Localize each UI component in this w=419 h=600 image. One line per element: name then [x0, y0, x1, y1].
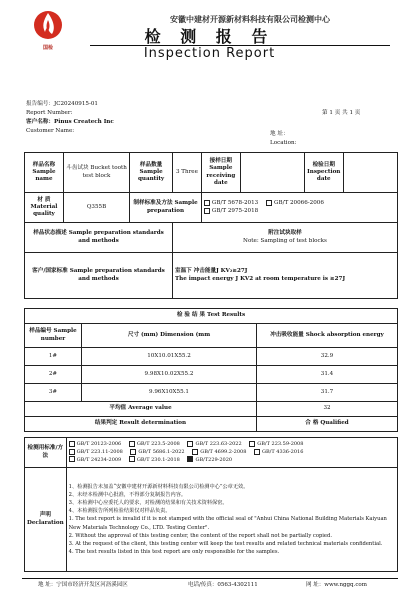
sample-state-label: 样品状态描述 Sample preparation standards and methods: [25, 223, 173, 253]
standard-option: GB/T 5686.1-2022: [130, 449, 184, 455]
footer-website: 网 址：www.nggq.com: [306, 582, 367, 588]
requirement-cell: [172, 253, 397, 299]
checkbox-icon: [249, 441, 255, 447]
footer-phone: 电话/传真：0563-4302111: [188, 582, 258, 588]
note-cell: [172, 223, 397, 253]
sample-info-table: [24, 152, 398, 299]
checkbox-icon: [192, 449, 198, 455]
average-label: 平均值 Average value: [25, 402, 257, 417]
checkbox-icon: [204, 200, 210, 206]
checkbox-icon: [266, 200, 272, 206]
page-count: 第 1 页 共 1 页: [322, 110, 361, 116]
declaration-line: 4、本检测报告所列检验结果仅对样品负责。: [68, 508, 171, 515]
prep-standard-3: GB/T 2975-2018: [204, 208, 258, 214]
report-title-cn: 检 测 报 告: [144, 27, 275, 46]
declaration-line: 1、检测报告未加盖“安徽中建材开源新材料科技有限公司检测中心”公章无效。: [68, 484, 249, 491]
declaration-text: [66, 468, 397, 572]
sample-number-cell: 1#: [25, 348, 82, 366]
col-sample-number: 样品编号 Sample number: [25, 324, 82, 348]
col-dimension: 尺寸 (mm) Dimension (mm: [82, 324, 257, 348]
declaration-line: 3. At the request of the client, this testing center will keep the test results and related technical materials confidential.: [68, 540, 383, 547]
dimension-cell: 10X10.01X55.2: [82, 348, 257, 366]
standard-option: GB/T 24234-2009: [69, 457, 122, 463]
report-number-label-en: Report Number:: [26, 110, 73, 116]
col-shock-absorption: 冲击吸收能量 Shock absorption energy: [257, 324, 398, 348]
dimension-cell: 9.98X10.02X55.2: [82, 366, 257, 384]
declaration-line: 1. The test report is invalid if it is not stamped with the official seal of "Anhui China National Building Materials Kaiyuan New Materials Technology Co., LTD. Testing Center".: [68, 516, 387, 531]
energy-cell: 32.9: [257, 348, 398, 366]
checkbox-icon: [69, 456, 75, 462]
standards-declaration-table: [24, 437, 398, 572]
energy-cell: 31.4: [257, 366, 398, 384]
customer-requirement-label: 客户/国家标准 Sample preparation standards and methods: [25, 253, 173, 299]
result-determination-label: 结果判定 Result determination: [25, 417, 257, 432]
checkbox-icon: [130, 449, 136, 455]
declaration-line: 3、本检测中心应委托人的要求，对检测的结果和有关技术资料保密。: [68, 500, 228, 507]
checkbox-icon: [204, 208, 210, 214]
requirement-cn: 室温下 冲击能量J KV₂≥27J: [174, 268, 248, 275]
sample-quantity-label: 样品数量 Sample quantity: [130, 153, 173, 193]
address-label-cn: 地 址：: [270, 131, 289, 137]
energy-cell: 31.7: [257, 384, 398, 402]
declaration-line: 2. Without the approval of this testing center, the content of the report shall not be partially copied.: [68, 532, 332, 539]
note-label-cn: 附注试块取样: [268, 230, 302, 237]
note-value: Note: Sampling of test blocks: [243, 237, 327, 244]
standard-option: GB/T 230.1-2018: [129, 457, 180, 463]
footer-divider: [22, 578, 398, 579]
logo-label: 国检: [42, 45, 53, 51]
table-row: [25, 366, 398, 384]
standard-option: GB/T 223.11-2008: [69, 449, 123, 455]
standard-option-selected: GB/T229-2020: [187, 457, 232, 463]
sample-name-label: 样品名称 Sample name: [25, 153, 64, 193]
standard-option: GB/T 20123-2006: [69, 441, 122, 447]
customer-label-en: Customer Name:: [26, 128, 75, 134]
checkbox-icon: [254, 449, 260, 455]
checkbox-icon: [129, 441, 135, 447]
sample-prep-standards: [201, 193, 397, 223]
standard-option: GB/T 223.63-2022: [187, 441, 241, 447]
location-label-en: Location:: [270, 140, 297, 146]
checkbox-icon: [129, 456, 135, 462]
declaration-line: 2、未经本检测中心批准，不得部分复制报告内容。: [68, 492, 187, 499]
material-label: 材 质 Material quality: [25, 193, 64, 223]
results-section-title: 检 验 结 果 Test Results: [25, 309, 398, 324]
sample-quantity-value: 3 Three: [172, 153, 201, 193]
prep-standard-1: GB/T 5678-2013: [204, 200, 258, 206]
sample-prep-label: 制样标准及方法 Sample preparation: [130, 193, 202, 223]
receiving-date-value: [240, 153, 304, 193]
checkbox-icon: [69, 441, 75, 447]
customer-name-value: Pinus Createch Inc: [53, 119, 114, 125]
dimension-cell: 9.96X10X55.1: [82, 384, 257, 402]
table-row: [25, 348, 398, 366]
customer-name-row: [26, 119, 114, 126]
report-title-en: Inspection Report: [143, 46, 276, 61]
sample-number-cell: 2#: [25, 366, 82, 384]
table-row: [25, 384, 398, 402]
test-standards-list: [66, 438, 397, 468]
material-value: Q355B: [63, 193, 129, 223]
receiving-date-label: 接样日期 Sample receiving date: [201, 153, 240, 193]
footer-address: 地 址：宁国市经济开发区河沥溪园区: [38, 582, 128, 588]
checkbox-icon: [69, 449, 75, 455]
standard-option: GB/T 4699.2-2008: [192, 449, 246, 455]
standard-option: GB/T 223.5-2008: [129, 441, 180, 447]
report-number: 报告编号：JC20240915-01: [26, 101, 98, 107]
customer-label-cn: 客户名称：: [26, 119, 54, 125]
standard-option: GB/T 223.59-2008: [249, 441, 303, 447]
requirement-en: The impact energy J KV2 at room temperature is ≥27J: [174, 275, 346, 282]
checked-checkbox-icon: [187, 456, 193, 462]
sample-number-cell: 3#: [25, 384, 82, 402]
inspection-date-label: 检验日期 Inspection date: [304, 153, 343, 193]
test-standards-label: 检测用标准/方法: [25, 438, 67, 468]
declaration-label: 声明 Declaration: [25, 468, 67, 572]
testing-center-name: 安徽中建材开源新材料科技有限公司检测中心: [170, 14, 330, 24]
checkbox-icon: [187, 441, 193, 447]
prep-standard-2: GB/T 20066-2006: [266, 200, 324, 206]
standard-option: GB/T 4336-2016: [254, 449, 303, 455]
inspection-date-value: [343, 153, 397, 193]
declaration-line: 4. The test results listed in this test report are only responsible for the samples.: [68, 548, 280, 555]
average-value: 32: [257, 402, 398, 417]
sample-name-value: 斗齿试块 Bucket tooth test block: [63, 153, 129, 193]
result-determination-value: 合 格 Qualified: [257, 417, 398, 432]
test-results-table: [24, 308, 398, 432]
